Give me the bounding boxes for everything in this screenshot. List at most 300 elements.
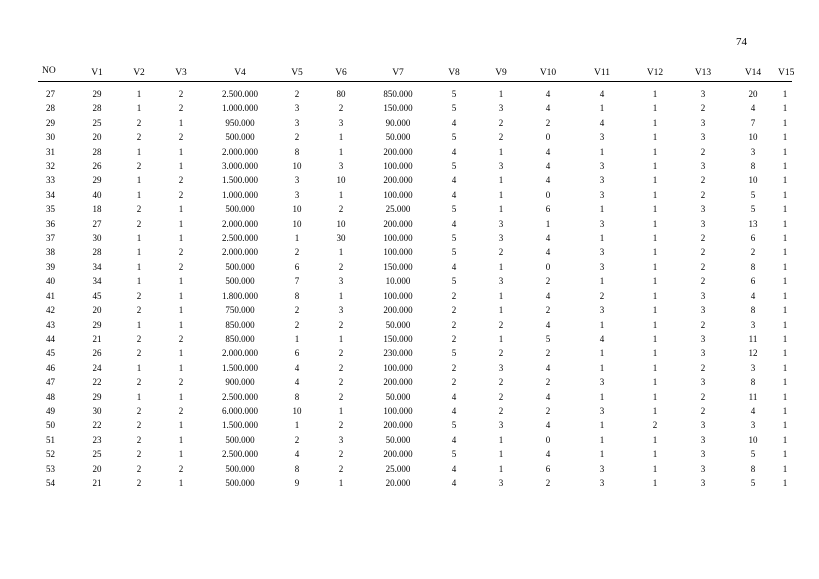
table-cell-v9: 3 <box>498 218 504 229</box>
table-cell-v3: 1 <box>178 161 184 172</box>
table-cell-v4: 850.000 <box>225 333 255 344</box>
table-cell-v5: 3 <box>294 175 300 186</box>
table-cell-v12: 1 <box>652 132 658 143</box>
table-cell-v8: 2 <box>451 362 457 373</box>
table-cell-v13: 2 <box>700 146 706 157</box>
table-cell-v6: 2 <box>338 348 344 359</box>
table-cell-v6: 2 <box>338 377 344 388</box>
column-header-v12: V12 <box>632 66 678 82</box>
table-cell-v15: 1 <box>782 276 788 287</box>
column-header-v13: V13 <box>678 66 728 82</box>
table-cell-v13: 3 <box>700 204 706 215</box>
table-cell-v9: 1 <box>498 261 504 272</box>
table-cell-v4: 2.500.000 <box>222 89 258 99</box>
table-cell-v11: 3 <box>599 405 605 416</box>
table-cell-v15: 1 <box>782 161 788 172</box>
table-cell-v7: 200.000 <box>383 146 413 157</box>
table-cell-v5: 2 <box>294 132 300 143</box>
column-header-v6: V6 <box>316 66 366 82</box>
table-cell-v2: 2 <box>136 117 142 128</box>
table-cell-v12: 1 <box>652 218 658 229</box>
table-cell-no: 38 <box>46 247 55 258</box>
table-cell-v7: 150.000 <box>383 261 413 272</box>
table-cell-v13: 2 <box>700 175 706 186</box>
table-cell-v2: 1 <box>136 276 142 287</box>
table-cell-v14: 8 <box>750 377 756 388</box>
table-cell-v1: 25 <box>92 449 102 460</box>
table-cell-v6: 2 <box>338 204 344 215</box>
table-cell-v8: 5 <box>451 247 457 258</box>
table-cell-v12: 1 <box>652 233 658 244</box>
table-cell-v12: 1 <box>652 290 658 301</box>
table-row <box>38 274 792 288</box>
table-cell-v9: 1 <box>498 333 504 344</box>
table-row <box>38 390 792 404</box>
table-cell-v12: 1 <box>652 276 658 287</box>
table-cell-v11: 3 <box>599 218 605 229</box>
table-cell-v4: 500.000 <box>225 276 255 287</box>
table-cell-v1: 25 <box>92 117 102 128</box>
table-cell-v10: 4 <box>545 319 551 330</box>
table-row <box>38 260 792 274</box>
table-row <box>38 375 792 389</box>
table-cell-v5: 3 <box>294 189 300 200</box>
table-cell-v5: 8 <box>294 290 300 301</box>
table-cell-no: 33 <box>46 175 55 186</box>
table-cell-v14: 10 <box>748 175 758 186</box>
column-header-no: NO <box>38 66 76 82</box>
table-cell-v4: 1.500.000 <box>222 362 258 373</box>
table-cell-v2: 2 <box>136 305 142 316</box>
column-header-v2: V2 <box>118 66 160 82</box>
table-row <box>38 418 792 432</box>
table-row <box>38 173 792 187</box>
table-cell-v10: 0 <box>545 261 551 272</box>
table-cell-v13: 3 <box>700 218 706 229</box>
table-cell-v7: 25.000 <box>385 204 411 215</box>
table-cell-v14: 20 <box>748 89 758 99</box>
table-cell-v14: 4 <box>750 290 756 301</box>
table-cell-v5: 8 <box>294 146 300 157</box>
table-cell-v12: 1 <box>652 405 658 416</box>
table-cell-v12: 1 <box>652 333 658 344</box>
table-cell-v5: 2 <box>294 89 300 99</box>
table-cell-v4: 2.500.000 <box>222 391 258 402</box>
table-cell-v7: 100.000 <box>383 290 413 301</box>
table-cell-v13: 2 <box>700 233 706 244</box>
table-cell-v11: 1 <box>599 420 605 431</box>
table-cell-no: 41 <box>46 290 55 301</box>
table-cell-v9: 2 <box>498 132 504 143</box>
table-cell-v15: 1 <box>782 146 788 157</box>
table-cell-v10: 0 <box>545 434 551 445</box>
table-cell-v7: 50.000 <box>385 132 411 143</box>
table-cell-v6: 1 <box>338 132 344 143</box>
table-cell-v6: 2 <box>338 420 344 431</box>
table-cell-no: 53 <box>46 463 55 474</box>
table-cell-v11: 3 <box>599 161 605 172</box>
table-cell-v9: 1 <box>498 146 504 157</box>
table-cell-v3: 1 <box>178 449 184 460</box>
table-cell-v7: 200.000 <box>383 449 413 460</box>
table-row <box>38 404 792 418</box>
table-cell-v2: 2 <box>136 161 142 172</box>
column-header-v5: V5 <box>278 66 316 82</box>
table-cell-v15: 1 <box>782 305 788 316</box>
table-cell-v12: 1 <box>652 463 658 474</box>
table-cell-v6: 3 <box>338 117 344 128</box>
table-cell-v4: 2.500.000 <box>222 449 258 460</box>
table-cell-v12: 1 <box>652 477 658 488</box>
table-cell-v3: 2 <box>178 333 184 344</box>
table-cell-v10: 1 <box>545 218 551 229</box>
table-cell-v7: 200.000 <box>383 420 413 431</box>
table-cell-v2: 1 <box>136 146 142 157</box>
table-cell-v9: 3 <box>498 103 504 114</box>
table-cell-v12: 1 <box>652 175 658 186</box>
table-cell-v9: 2 <box>498 391 504 402</box>
table-cell-v2: 2 <box>136 420 142 431</box>
table-cell-v2: 2 <box>136 463 142 474</box>
table-cell-v13: 3 <box>700 305 706 316</box>
table-cell-v4: 2.000.000 <box>222 218 258 229</box>
table-cell-no: 44 <box>46 333 55 344</box>
table-cell-v4: 1.800.000 <box>222 290 258 301</box>
table-cell-v3: 2 <box>178 103 184 114</box>
table-cell-v10: 2 <box>545 348 551 359</box>
table-cell-no: 47 <box>46 377 55 388</box>
column-header-v7: V7 <box>366 66 430 82</box>
table-cell-v3: 2 <box>178 405 184 416</box>
table-cell-v12: 1 <box>652 103 658 114</box>
table-cell-v4: 500.000 <box>225 434 255 445</box>
table-cell-v7: 100.000 <box>383 362 413 373</box>
table-cell-v15: 1 <box>782 449 788 460</box>
table-cell-v4: 850.000 <box>225 319 255 330</box>
table-cell-v3: 2 <box>178 132 184 143</box>
table-cell-v14: 3 <box>750 420 756 431</box>
table-cell-v14: 3 <box>750 146 756 157</box>
table-cell-v3: 2 <box>178 175 184 186</box>
table-cell-v3: 1 <box>178 348 184 359</box>
column-header-v8: V8 <box>430 66 478 82</box>
table-cell-no: 40 <box>46 276 55 287</box>
table-cell-v14: 12 <box>748 348 758 359</box>
table-cell-v10: 6 <box>545 463 551 474</box>
table-cell-v10: 4 <box>545 290 551 301</box>
table-cell-v7: 100.000 <box>383 247 413 258</box>
table-cell-v2: 2 <box>136 132 142 143</box>
table-cell-v5: 1 <box>294 233 300 244</box>
table-cell-v4: 500.000 <box>225 204 255 215</box>
column-header-v11: V11 <box>572 66 632 82</box>
table-row <box>38 188 792 202</box>
table-cell-no: 52 <box>46 449 55 460</box>
table-cell-v12: 1 <box>652 89 658 99</box>
table-cell-v5: 2 <box>294 434 300 445</box>
table-cell-v6: 80 <box>336 89 346 99</box>
table-cell-v12: 1 <box>652 348 658 359</box>
table-cell-v3: 2 <box>178 463 184 474</box>
table-cell-v14: 10 <box>748 132 758 143</box>
table-cell-v14: 4 <box>750 103 756 114</box>
table-cell-v15: 1 <box>782 463 788 474</box>
table-cell-v13: 2 <box>700 405 706 416</box>
table-cell-v3: 1 <box>178 305 184 316</box>
table-cell-v1: 28 <box>92 103 102 114</box>
table-cell-v2: 2 <box>136 218 142 229</box>
table-cell-v10: 4 <box>545 233 551 244</box>
table-row <box>38 101 792 115</box>
table-cell-v5: 1 <box>294 420 300 431</box>
table-cell-v11: 2 <box>599 290 605 301</box>
column-header-v10: V10 <box>524 66 572 82</box>
table-cell-v5: 10 <box>292 161 302 172</box>
table-cell-v12: 1 <box>652 247 658 258</box>
table-cell-v11: 1 <box>599 146 605 157</box>
table-cell-v3: 1 <box>178 204 184 215</box>
table-cell-v2: 1 <box>136 261 142 272</box>
table-cell-v9: 1 <box>498 434 504 445</box>
table-cell-v5: 10 <box>292 405 302 416</box>
table-cell-v9: 2 <box>498 319 504 330</box>
table-cell-v13: 2 <box>700 276 706 287</box>
table-cell-v3: 1 <box>178 391 184 402</box>
table-row <box>38 303 792 317</box>
table-cell-v9: 3 <box>498 233 504 244</box>
table-row <box>38 447 792 461</box>
table-row <box>38 318 792 332</box>
table-cell-no: 43 <box>46 319 55 330</box>
table-cell-v15: 1 <box>782 103 788 114</box>
table-cell-v9: 3 <box>498 420 504 431</box>
table-cell-v8: 4 <box>451 218 457 229</box>
column-header-v14: V14 <box>728 66 778 82</box>
table-cell-v14: 5 <box>750 449 756 460</box>
table-cell-no: 48 <box>46 391 55 402</box>
table-cell-v8: 4 <box>451 477 457 488</box>
table-cell-v9: 1 <box>498 290 504 301</box>
table-cell-v13: 2 <box>700 261 706 272</box>
table-cell-no: 32 <box>46 161 55 172</box>
table-cell-v7: 850.000 <box>383 89 413 99</box>
table-cell-v11: 4 <box>599 333 605 344</box>
table-cell-no: 46 <box>46 362 55 373</box>
table-cell-v10: 6 <box>545 204 551 215</box>
table-cell-v11: 4 <box>599 117 605 128</box>
table-cell-v8: 4 <box>451 117 457 128</box>
table-cell-v7: 200.000 <box>383 218 413 229</box>
table-cell-v12: 1 <box>652 319 658 330</box>
table-cell-v15: 1 <box>782 247 788 258</box>
table-cell-v12: 1 <box>652 161 658 172</box>
table-cell-v15: 1 <box>782 233 788 244</box>
table-cell-v3: 2 <box>178 247 184 258</box>
table-cell-v10: 5 <box>545 333 551 344</box>
table-cell-v8: 5 <box>451 233 457 244</box>
table-cell-no: 27 <box>46 89 55 99</box>
table-cell-v1: 20 <box>92 132 102 143</box>
table-cell-v1: 27 <box>92 218 102 229</box>
table-cell-v7: 50.000 <box>385 391 411 402</box>
table-cell-v3: 2 <box>178 261 184 272</box>
table-cell-v10: 4 <box>545 391 551 402</box>
table-cell-v5: 8 <box>294 463 300 474</box>
table-row <box>38 245 792 259</box>
table-cell-v3: 1 <box>178 233 184 244</box>
table-cell-v5: 10 <box>292 218 302 229</box>
table-cell-v6: 1 <box>338 290 344 301</box>
table-cell-v5: 4 <box>294 362 300 373</box>
table-cell-v8: 5 <box>451 132 457 143</box>
table-cell-v13: 2 <box>700 362 706 373</box>
table-cell-v10: 4 <box>545 362 551 373</box>
table-cell-v14: 2 <box>750 247 756 258</box>
table-cell-v11: 1 <box>599 276 605 287</box>
table-cell-v1: 23 <box>92 434 102 445</box>
table-cell-v15: 1 <box>782 290 788 301</box>
table-cell-v2: 1 <box>136 189 142 200</box>
table-cell-v15: 1 <box>782 434 788 445</box>
table-cell-v7: 100.000 <box>383 233 413 244</box>
table-cell-v6: 2 <box>338 261 344 272</box>
table-cell-v14: 11 <box>748 333 758 344</box>
table-cell-v2: 1 <box>136 391 142 402</box>
table-cell-v10: 4 <box>545 89 551 99</box>
table-cell-v2: 2 <box>136 449 142 460</box>
table-cell-no: 49 <box>46 405 55 416</box>
table-cell-v6: 2 <box>338 391 344 402</box>
table-cell-v12: 1 <box>652 434 658 445</box>
table-cell-v5: 4 <box>294 449 300 460</box>
table-cell-v8: 5 <box>451 276 457 287</box>
table-cell-no: 29 <box>46 117 55 128</box>
table-cell-v12: 1 <box>652 449 658 460</box>
table-cell-v1: 34 <box>92 276 102 287</box>
table-cell-v15: 1 <box>782 362 788 373</box>
table-cell-v6: 1 <box>338 333 344 344</box>
table-cell-v15: 1 <box>782 117 788 128</box>
table-cell-v14: 4 <box>750 405 756 416</box>
table-cell-v11: 1 <box>599 449 605 460</box>
table-cell-v2: 1 <box>136 89 142 99</box>
table-cell-v9: 1 <box>498 305 504 316</box>
table-cell-v3: 2 <box>178 377 184 388</box>
table-cell-v4: 1.000.000 <box>222 189 258 200</box>
table-cell-v14: 8 <box>750 463 756 474</box>
table-cell-v2: 2 <box>136 405 142 416</box>
table-cell-v13: 2 <box>700 391 706 402</box>
table-cell-no: 50 <box>46 420 55 431</box>
table-row <box>38 361 792 375</box>
table-cell-v1: 22 <box>92 420 102 431</box>
table-cell-v1: 20 <box>92 305 102 316</box>
table-cell-v4: 1.500.000 <box>222 420 258 431</box>
table-cell-v13: 3 <box>700 377 706 388</box>
table-cell-v2: 2 <box>136 290 142 301</box>
table-cell-v10: 4 <box>545 449 551 460</box>
table-row <box>38 145 792 159</box>
table-cell-v7: 100.000 <box>383 405 413 416</box>
table-cell-v9: 1 <box>498 449 504 460</box>
table-cell-v5: 2 <box>294 305 300 316</box>
table-cell-no: 54 <box>46 477 55 488</box>
table-cell-v4: 500.000 <box>225 261 255 272</box>
table-row <box>38 289 792 303</box>
table-cell-v14: 5 <box>750 204 756 215</box>
table-cell-v5: 8 <box>294 391 300 402</box>
table-cell-v9: 1 <box>498 204 504 215</box>
table-cell-v6: 2 <box>338 463 344 474</box>
table-cell-v7: 230.000 <box>383 348 413 359</box>
table-cell-v11: 3 <box>599 463 605 474</box>
table-cell-v11: 4 <box>599 89 605 99</box>
table-cell-v3: 1 <box>178 319 184 330</box>
table-cell-no: 39 <box>46 261 55 272</box>
table-cell-v5: 3 <box>294 117 300 128</box>
table-cell-v2: 1 <box>136 175 142 186</box>
table-cell-v13: 2 <box>700 319 706 330</box>
table-body <box>38 82 792 491</box>
table-cell-v10: 2 <box>545 305 551 316</box>
table-cell-v10: 0 <box>545 132 551 143</box>
table-cell-v8: 5 <box>451 103 457 114</box>
table-cell-v9: 3 <box>498 276 504 287</box>
column-header-v4: V4 <box>202 66 278 82</box>
table-cell-v12: 1 <box>652 261 658 272</box>
table-cell-v12: 1 <box>652 391 658 402</box>
table-cell-v15: 1 <box>782 89 788 99</box>
table-cell-v1: 26 <box>92 161 102 172</box>
table-cell-v10: 4 <box>545 247 551 258</box>
table-cell-v8: 4 <box>451 434 457 445</box>
table-cell-v7: 150.000 <box>383 103 413 114</box>
table-cell-v6: 10 <box>336 218 346 229</box>
table-cell-v11: 3 <box>599 175 605 186</box>
table-cell-v14: 5 <box>750 477 756 488</box>
table-cell-v13: 3 <box>700 89 706 99</box>
table-cell-v6: 1 <box>338 247 344 258</box>
table-cell-v11: 1 <box>599 233 605 244</box>
table-cell-v2: 2 <box>136 434 142 445</box>
table-cell-v3: 1 <box>178 362 184 373</box>
table-cell-v4: 2.000.000 <box>222 348 258 359</box>
table-cell-v14: 13 <box>748 218 758 229</box>
table-cell-v13: 3 <box>700 333 706 344</box>
table-cell-v8: 5 <box>451 420 457 431</box>
table-cell-v2: 1 <box>136 247 142 258</box>
table-row <box>38 231 792 245</box>
table-cell-v8: 2 <box>451 290 457 301</box>
table-cell-no: 35 <box>46 204 55 215</box>
table-cell-v2: 2 <box>136 348 142 359</box>
table-cell-v11: 3 <box>599 305 605 316</box>
table-cell-v6: 1 <box>338 189 344 200</box>
table-cell-v13: 3 <box>700 290 706 301</box>
table-cell-v13: 2 <box>700 247 706 258</box>
table-cell-v15: 1 <box>782 189 788 200</box>
table-cell-v8: 4 <box>451 391 457 402</box>
column-header-v1: V1 <box>76 66 118 82</box>
table-cell-v8: 5 <box>451 348 457 359</box>
table-cell-v10: 2 <box>545 276 551 287</box>
table-cell-no: 36 <box>46 218 55 229</box>
table-cell-v7: 150.000 <box>383 333 413 344</box>
table-cell-v9: 2 <box>498 117 504 128</box>
table-cell-v1: 26 <box>92 348 102 359</box>
table-cell-v8: 4 <box>451 463 457 474</box>
table-cell-v3: 1 <box>178 117 184 128</box>
